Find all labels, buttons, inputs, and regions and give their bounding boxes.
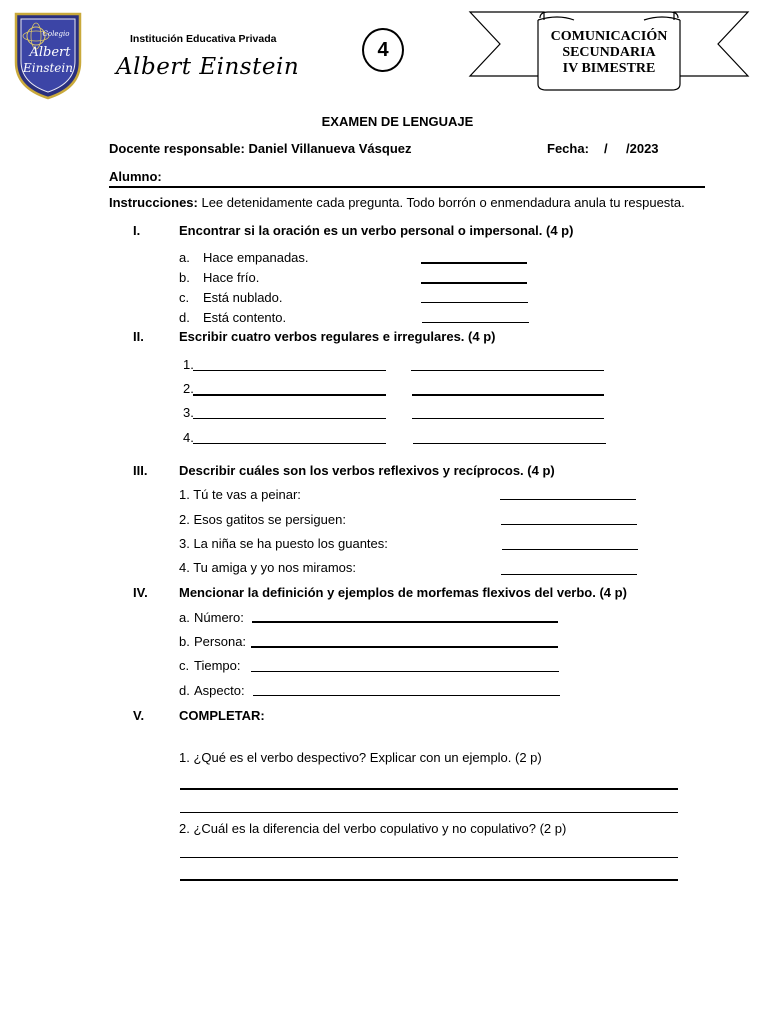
answer-line[interactable]: [193, 370, 386, 371]
answer-line[interactable]: [501, 524, 637, 525]
answer-line[interactable]: [180, 788, 678, 790]
exam-title: EXAMEN DE LENGUAJE: [321, 114, 474, 129]
answer-line[interactable]: [412, 394, 604, 396]
ribbon-line-1: COMUNICACIÓN: [550, 29, 668, 44]
institution-label: Institución Educativa Privada: [130, 33, 277, 45]
logo-text-einstein: Einstein: [23, 61, 73, 75]
answer-line[interactable]: [413, 443, 606, 444]
list-item: a. Hace empanadas.: [179, 250, 309, 265]
answer-line[interactable]: [193, 443, 386, 444]
school-name: Albert Einstein: [116, 54, 300, 80]
grade-circle: [362, 28, 404, 72]
answer-line[interactable]: [193, 418, 386, 419]
logo-small-text: Colegio: [42, 30, 70, 38]
list-item: c. Tiempo:: [179, 658, 241, 673]
answer-line[interactable]: [502, 549, 638, 550]
question-1: 1. ¿Qué es el verbo despectivo? Explicar con un ejemplo. (2 p): [179, 750, 542, 765]
answer-line[interactable]: [421, 302, 528, 303]
ribbon-line-2: SECUNDARIA: [562, 45, 656, 60]
section-5-numeral: V.: [133, 708, 145, 723]
question-2: 2. ¿Cuál es la diferencia del verbo copulativo y no copulativo? (2 p): [179, 821, 567, 836]
section-4-numeral: IV.: [133, 585, 148, 600]
instructions: [109, 195, 685, 210]
logo-text-albert: Albert: [29, 45, 71, 60]
list-item: 3. La niña se ha puesto los guantes:: [179, 536, 388, 551]
grade-number: 4: [377, 39, 389, 61]
list-item: 4. Tu amiga y yo nos miramos:: [179, 560, 357, 575]
student-label: Alumno:: [109, 169, 162, 184]
teacher-name: Daniel Villanueva Vásquez: [248, 141, 412, 156]
answer-line[interactable]: [501, 574, 637, 575]
teacher-label: Docente responsable:: [109, 141, 245, 156]
answer-line[interactable]: [421, 262, 527, 264]
list-item: 2. Esos gatitos se persiguen:: [179, 512, 346, 527]
section-5-title: COMPLETAR:: [179, 708, 265, 723]
list-item: d. Aspecto:: [179, 683, 245, 698]
list-item: 1. Tú te vas a peinar:: [179, 487, 301, 502]
date-slash: /: [604, 141, 608, 156]
ribbon-line-3: IV BIMESTRE: [562, 61, 656, 76]
list-item: b. Persona:: [179, 634, 247, 649]
answer-line[interactable]: [253, 695, 560, 696]
answer-line[interactable]: [251, 646, 558, 648]
answer-line[interactable]: [180, 857, 678, 858]
section-1-numeral: I.: [133, 223, 141, 238]
section-2-title: Escribir cuatro verbos regulares e irregulares. (4 p): [179, 329, 496, 344]
section-4-title: Mencionar la definición y ejemplos de morfemas flexivos del verbo. (4 p): [179, 585, 627, 600]
section-3-title: Describir cuáles son los verbos reflexivos y recíprocos. (4 p): [179, 463, 555, 478]
list-item: 2.: [183, 381, 194, 396]
section-3-numeral: III.: [133, 463, 148, 478]
list-item: c. Está nublado.: [179, 290, 283, 305]
instructions-label: Instrucciones:: [109, 195, 198, 210]
list-item: 3.: [183, 405, 194, 420]
section-1-title: Encontrar si la oración es un verbo personal o impersonal. (4 p): [179, 223, 574, 238]
list-item: d. Está contento.: [179, 310, 287, 325]
list-item: 1.: [183, 357, 194, 372]
course-ribbon: [468, 8, 750, 94]
date-label: Fecha:: [547, 141, 589, 156]
list-item: 4.: [183, 430, 194, 445]
answer-line[interactable]: [251, 671, 559, 672]
list-item: b. Hace frío.: [179, 270, 260, 285]
answer-line[interactable]: [252, 621, 558, 623]
answer-line[interactable]: [421, 282, 527, 284]
list-item: a. Número:: [179, 610, 244, 625]
answer-line[interactable]: [180, 812, 678, 813]
answer-line[interactable]: [412, 418, 604, 419]
answer-line[interactable]: [180, 879, 678, 881]
student-answer-line: [109, 186, 705, 188]
school-logo: [12, 10, 84, 100]
section-2-numeral: II.: [133, 329, 144, 344]
instructions-text: Lee detenidamente cada pregunta. Todo borrón o enmendadura anula tu respuesta.: [197, 195, 685, 210]
answer-line[interactable]: [500, 499, 636, 500]
date-value: /2023: [626, 141, 659, 156]
answer-line[interactable]: [411, 370, 604, 371]
answer-line[interactable]: [422, 322, 529, 323]
answer-line[interactable]: [193, 394, 386, 396]
teacher-line: [109, 141, 412, 156]
